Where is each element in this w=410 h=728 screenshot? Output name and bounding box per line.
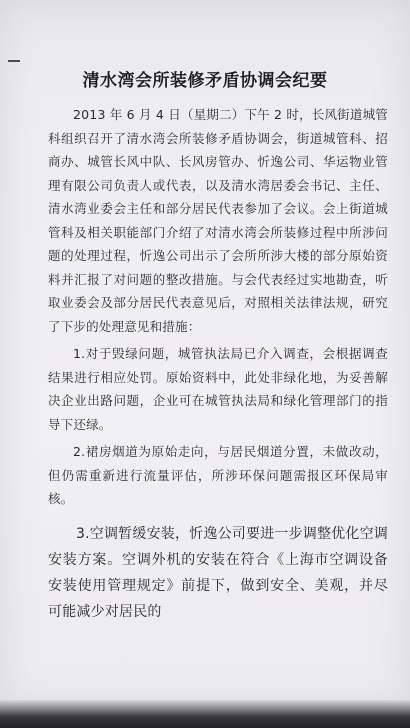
paper-bottom-shadow [0, 700, 410, 728]
margin-dash-mark [8, 60, 20, 62]
item-1-paragraph: 1.对于毁绿问题，城管执法局已介入调查，会根据调查结果进行相应处罚。原始资料中，此处非绿化地，为妥善解决企业出路问题，企业可在城管执法局和绿化管理部门的指导下还绿。 [48, 346, 388, 432]
item-3-paragraph: 3.空调暂缓安装，忻逸公司要进一步调整优化空调安装方案。空调外机的安装在符合《上海市空调设备安装使用管理规定》前提下，做到安全、美观，并尽可能减少对居民的 [48, 525, 388, 620]
document-body [48, 103, 388, 625]
intro-paragraph: 2013 年 6 月 4 日（星期二）下午 2 时，长风街道城管科组织召开了清水湾会所装修矛盾协调会，街道城管科、招商办、城管长风中队、长风房管办、忻逸公司、华运物业管理有限公司负责人或代表，以及清水湾居委会书记、主任、清水湾业委会主任和部分居民代表参加了会议。会上街道城管科及相关职能部门介绍了对清水湾会所装修过程中所涉问题的处理过程，忻逸公司出示了会所所涉大楼的部分原始资料并汇报了对问题的整改措施。与会代表经过实地勘查，听取业委会及部分居民代表意见后，对照相关法律法规，研究了下步的处理意见和措施： [48, 107, 388, 334]
item-2-paragraph: 2.裙房烟道为原始走向，与居民烟道分置，未做改动，但仍需重新进行流量评估，所涉环保问题需报区环保局审核。 [48, 444, 388, 506]
document-title: 清水湾会所装修矛盾协调会纪要 [82, 71, 328, 91]
